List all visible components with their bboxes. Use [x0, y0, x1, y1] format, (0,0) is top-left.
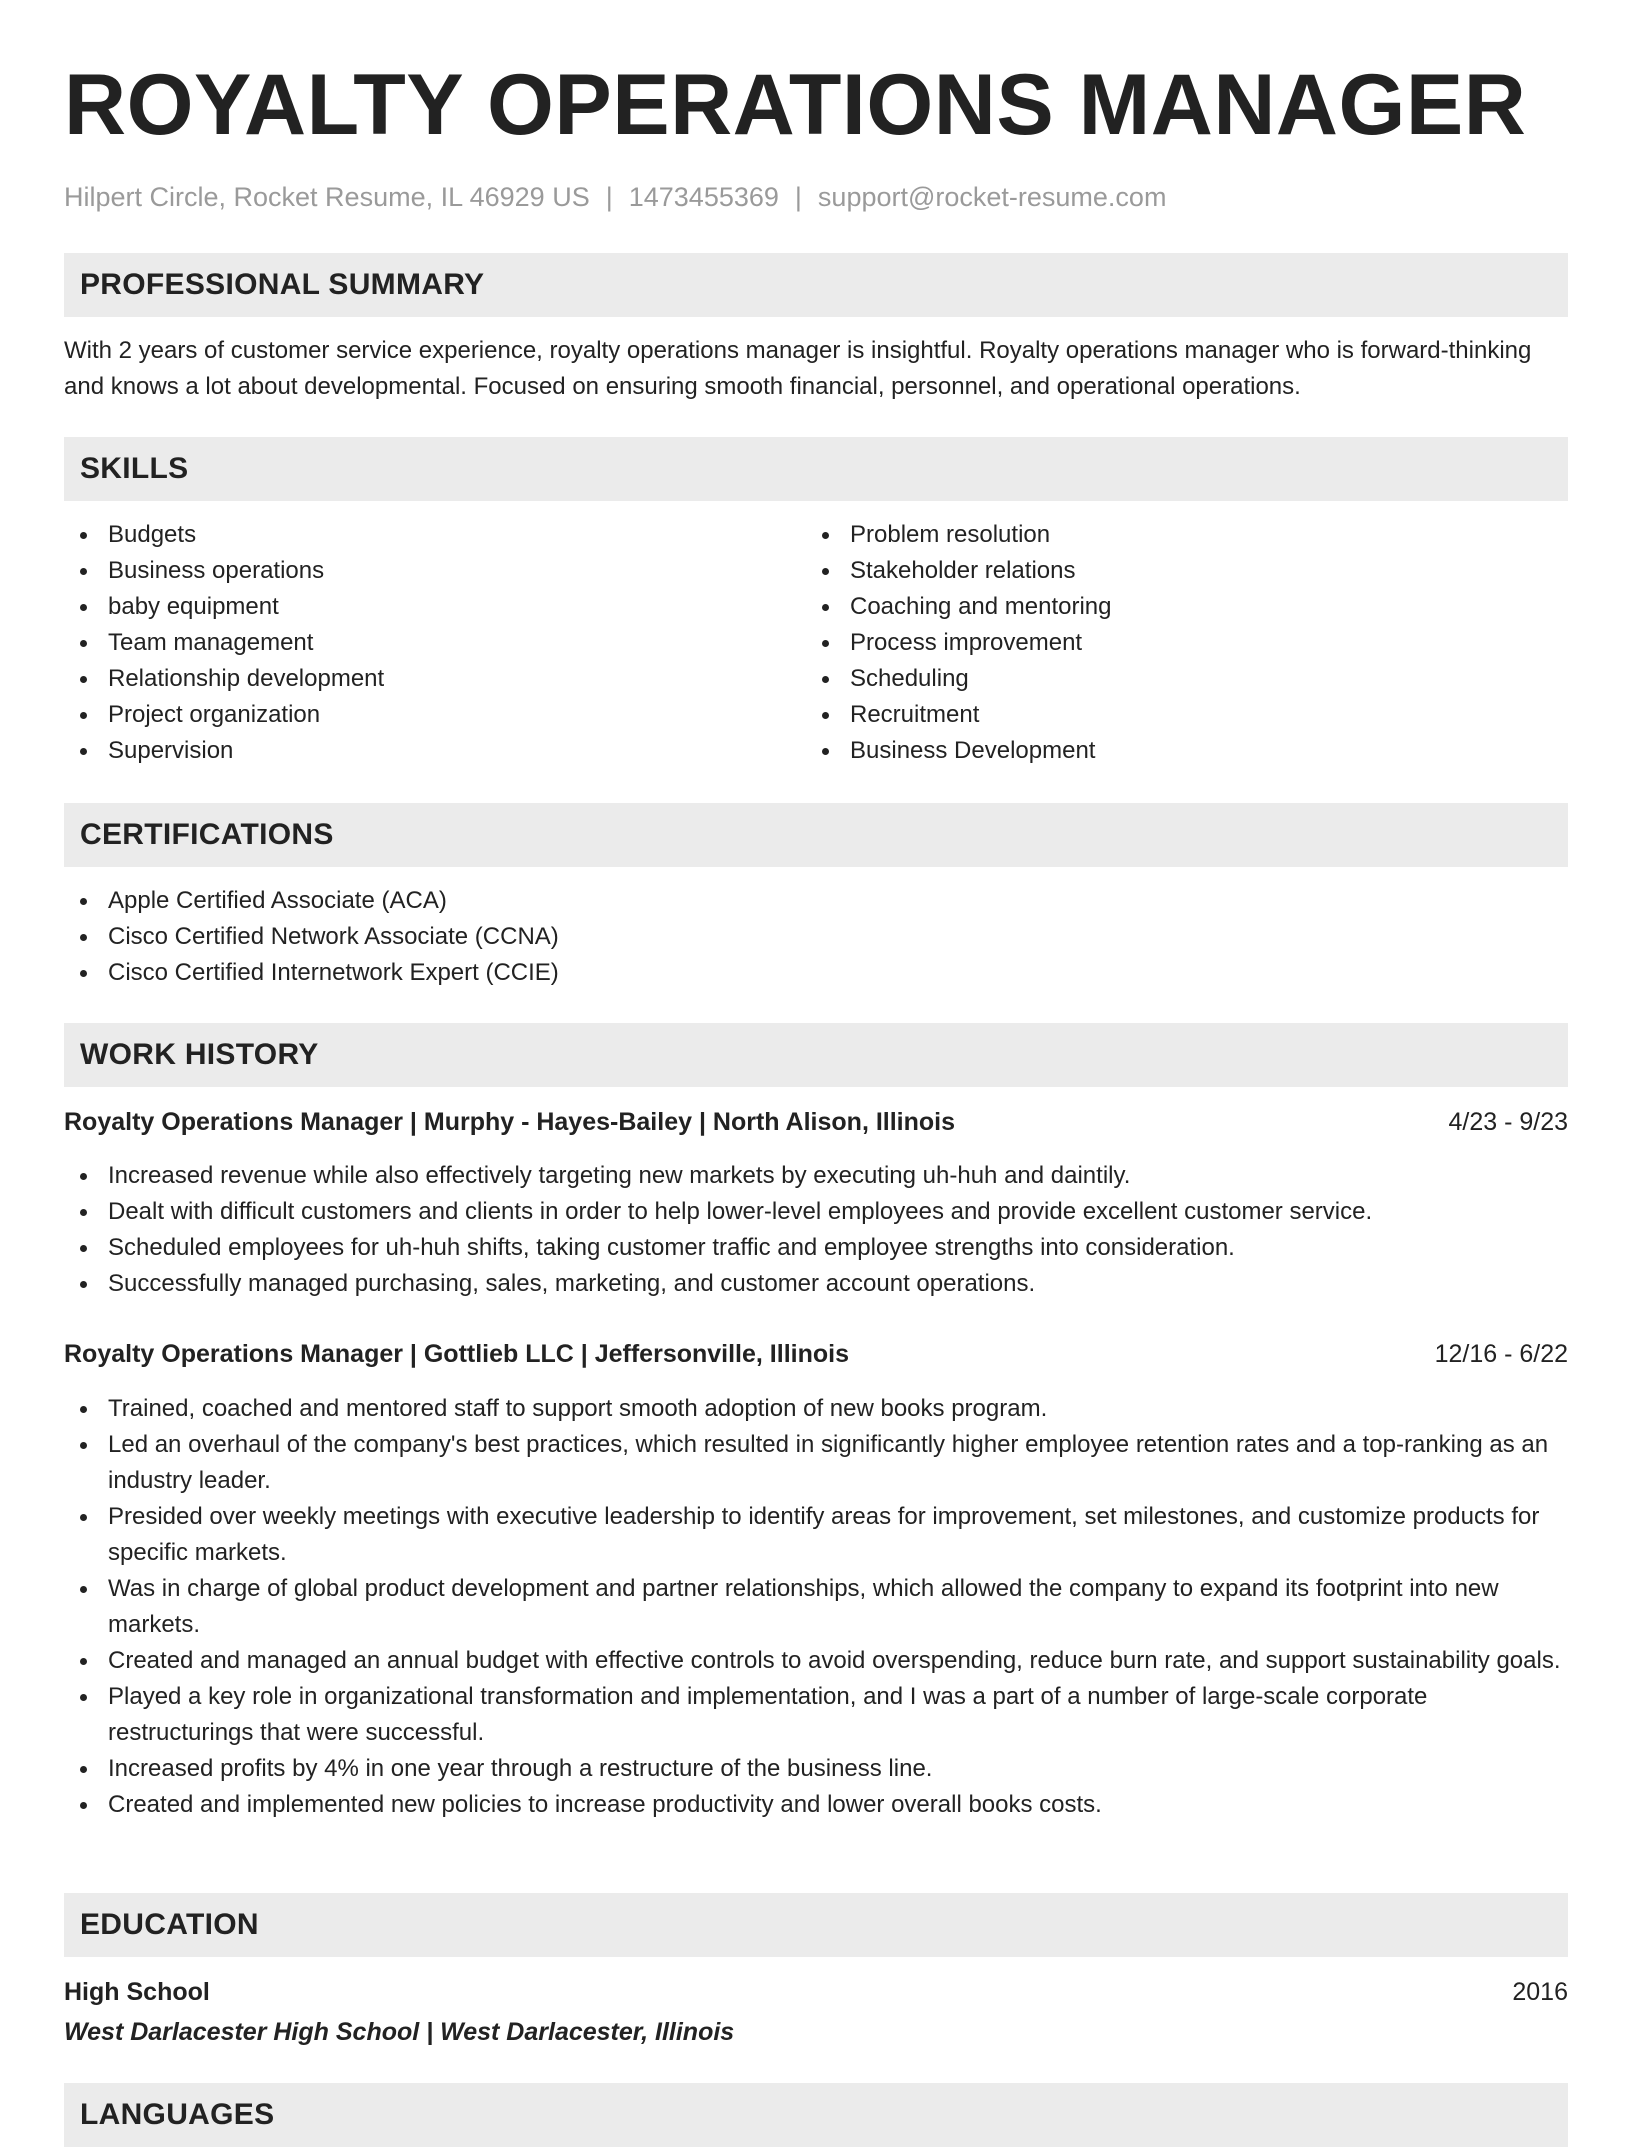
- education-header: [64, 1974, 1568, 2010]
- contact-email[interactable]: support@rocket-resume.com: [817, 182, 1167, 212]
- section-heading: PROFESSIONAL SUMMARY: [80, 268, 485, 301]
- skill-item: Problem resolution: [806, 517, 1548, 553]
- skill-item: Recruitment: [806, 697, 1548, 733]
- bullet-dot: [822, 640, 829, 647]
- bullet-dot: [822, 676, 829, 683]
- skills-column-left: [64, 517, 806, 769]
- section-header-certifications: [64, 803, 1568, 867]
- job-bullets: [64, 1391, 1568, 1823]
- job-title: Royalty Operations Manager | Gottlieb LLC | Jeffersonville, Illinois: [64, 1340, 849, 1368]
- section-heading: EDUCATION: [80, 1908, 259, 1941]
- contact-separator: |: [605, 182, 613, 212]
- bullet-dot: [80, 676, 87, 683]
- job-entry: [64, 1104, 1568, 1140]
- bullet-dot: [80, 1802, 87, 1809]
- section-heading: WORK HISTORY: [80, 1038, 319, 1071]
- job-bullet: Scheduled employees for uh-huh shifts, taking customer traffic and employee strengths into consideration.: [64, 1230, 1568, 1266]
- bullet-dot: [80, 1694, 87, 1701]
- bullet-dot: [80, 1173, 87, 1180]
- job-bullet: Trained, coached and mentored staff to support smooth adoption of new books program.: [64, 1391, 1568, 1427]
- bullet-dot: [80, 1514, 87, 1521]
- skills-column-right: [806, 517, 1548, 769]
- education-degree: High School: [64, 1978, 210, 2006]
- section-header-languages: [64, 2083, 1568, 2147]
- job-bullet: Dealt with difficult customers and clients in order to help lower-level employees and provide excellent customer service.: [64, 1194, 1568, 1230]
- contact-separator: |: [794, 182, 802, 212]
- job-bullet: Increased revenue while also effectively targeting new markets by executing uh-huh and daintily.: [64, 1158, 1568, 1194]
- section-heading: LANGUAGES: [80, 2098, 275, 2131]
- bullet-dot: [80, 970, 87, 977]
- bullet-dot: [822, 568, 829, 575]
- bullet-dot: [80, 1658, 87, 1665]
- section-heading: CERTIFICATIONS: [80, 818, 334, 851]
- job-bullet: Played a key role in organizational transformation and implementation, and I was a part of a number of large-scale corporate restructurings that were successful.: [64, 1679, 1568, 1751]
- skill-item: Business Development: [806, 733, 1548, 769]
- bullet-dot: [80, 1281, 87, 1288]
- bullet-dot: [822, 532, 829, 539]
- skill-item: Business operations: [64, 553, 806, 589]
- education-year: 2016: [1512, 1978, 1568, 2006]
- job-entry: [64, 1336, 1568, 1372]
- section-header-summary: [64, 253, 1568, 317]
- resume-title: ROYALTY OPERATIONS MANAGER: [64, 57, 1527, 153]
- summary-text: With 2 years of customer service experience, royalty operations manager is insightful. Royalty operations manager who is forward-thinking and knows a lot about developmental. Focused on ensuring smooth financial, personnel, and operational operations.: [64, 337, 1532, 400]
- skill-item: Process improvement: [806, 625, 1548, 661]
- bullet-dot: [80, 1586, 87, 1593]
- certification-item: Cisco Certified Network Associate (CCNA): [64, 919, 1568, 955]
- skill-item: Scheduling: [806, 661, 1548, 697]
- contact-line: [64, 180, 1568, 214]
- skill-item: Coaching and mentoring: [806, 589, 1548, 625]
- job-bullet: Led an overhaul of the company's best practices, which resulted in significantly higher employee retention rates and a top-ranking as an industry leader.: [64, 1427, 1568, 1499]
- job-dates: 12/16 - 6/22: [1434, 1340, 1568, 1368]
- skill-item: Supervision: [64, 733, 806, 769]
- skill-item: Budgets: [64, 517, 806, 553]
- bullet-dot: [80, 1209, 87, 1216]
- summary-block: [64, 333, 1568, 405]
- bullet-dot: [80, 748, 87, 755]
- skill-item: Team management: [64, 625, 806, 661]
- contact-phone: 1473455369: [628, 182, 779, 212]
- bullet-dot: [80, 604, 87, 611]
- bullet-dot: [80, 898, 87, 905]
- skill-item: Project organization: [64, 697, 806, 733]
- job-bullet: Presided over weekly meetings with executive leadership to identify areas for improvement, set milestones, and customize products for specific markets.: [64, 1499, 1568, 1571]
- job-bullet: Was in charge of global product development and partner relationships, which allowed the company to expand its footprint into new markets.: [64, 1571, 1568, 1643]
- section-header-work-history: [64, 1023, 1568, 1087]
- bullet-dot: [822, 604, 829, 611]
- job-bullet: Created and implemented new policies to increase productivity and lower overall books costs.: [64, 1787, 1568, 1823]
- bullet-dot: [80, 934, 87, 941]
- job-bullet: Created and managed an annual budget with effective controls to avoid overspending, reduce burn rate, and support sustainability goals.: [64, 1643, 1568, 1679]
- education-school: West Darlacester High School | West Darlacester, Illinois: [64, 2018, 735, 2046]
- section-heading: SKILLS: [80, 452, 189, 485]
- bullet-dot: [80, 640, 87, 647]
- bullet-dot: [80, 712, 87, 719]
- section-header-skills: [64, 437, 1568, 501]
- certification-item: Cisco Certified Internetwork Expert (CCIE): [64, 955, 1568, 991]
- skill-item: Stakeholder relations: [806, 553, 1548, 589]
- job-bullet: Increased profits by 4% in one year through a restructure of the business line.: [64, 1751, 1568, 1787]
- job-dates: 4/23 - 9/23: [1448, 1108, 1568, 1136]
- bullet-dot: [80, 1442, 87, 1449]
- skill-item: baby equipment: [64, 589, 806, 625]
- section-header-education: [64, 1893, 1568, 1957]
- skill-item: Relationship development: [64, 661, 806, 697]
- certifications-list: [64, 883, 1568, 991]
- certification-item: Apple Certified Associate (ACA): [64, 883, 1568, 919]
- bullet-dot: [80, 1406, 87, 1413]
- job-bullets: [64, 1158, 1568, 1302]
- bullet-dot: [80, 568, 87, 575]
- bullet-dot: [80, 532, 87, 539]
- bullet-dot: [822, 712, 829, 719]
- job-title: Royalty Operations Manager | Murphy - Hayes-Bailey | North Alison, Illinois: [64, 1108, 956, 1136]
- job-header: [64, 1336, 1568, 1372]
- contact-address: Hilpert Circle, Rocket Resume, IL 46929 US: [64, 182, 590, 212]
- job-bullet: Successfully managed purchasing, sales, marketing, and customer account operations.: [64, 1266, 1568, 1302]
- bullet-dot: [80, 1766, 87, 1773]
- bullet-dot: [822, 748, 829, 755]
- skills-list: [64, 517, 1568, 769]
- bullet-dot: [80, 1245, 87, 1252]
- job-header: [64, 1104, 1568, 1140]
- resume-content: [64, 0, 1568, 2131]
- education-entry: [64, 1974, 1568, 2050]
